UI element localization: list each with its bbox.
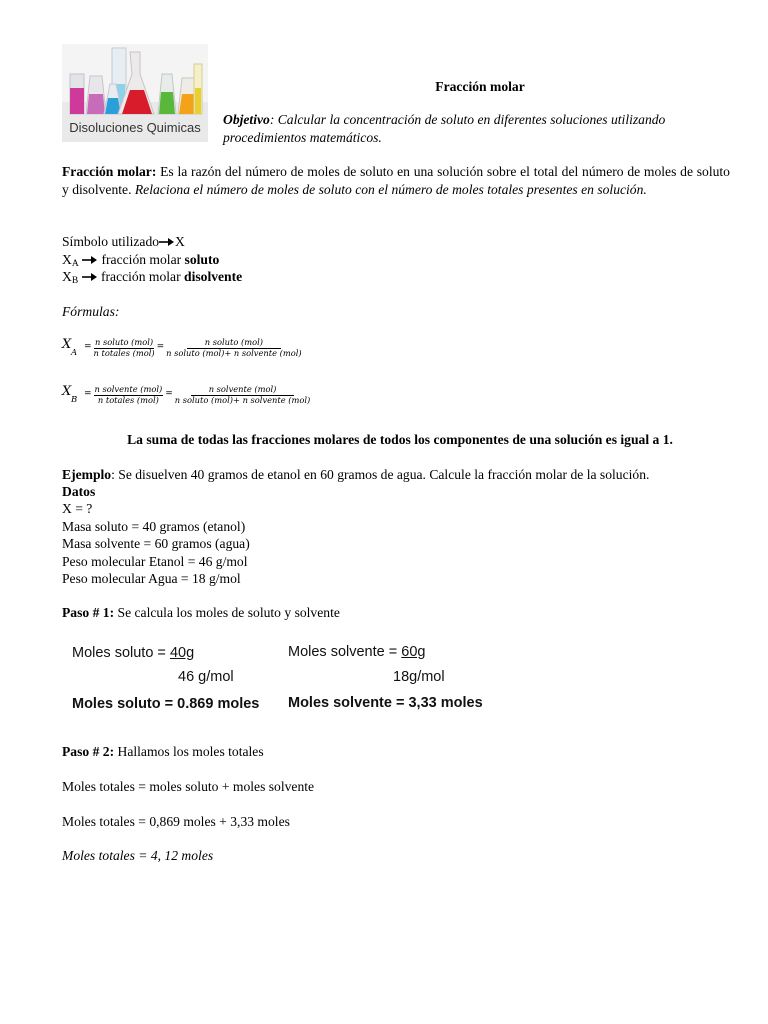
soluto-denominator: 46 g/mol (178, 669, 234, 685)
formula-xa-variable: X A (62, 337, 78, 358)
example-text: : Se disuelven 40 gramos de etanol en 60 gramos de agua. Calcule la fracción molar de la solución. (111, 467, 650, 482)
step2-substitution-line: Moles totales = 0,869 moles + 3,33 moles (62, 814, 290, 829)
arrow-right-icon (82, 272, 98, 282)
equals-sign: = (84, 389, 92, 400)
objective-label: Objetivo (223, 112, 270, 127)
formula-xa-fraction-2: $\frac{\text{n soluto (mol)}}{\text{n soluto (mol)+ n solvente (mol)}}$ (166, 337, 302, 358)
symbol-xb-line (62, 268, 730, 291)
xa-bold: soluto (184, 252, 220, 267)
definition-text: Es la razón del número de moles de soluto en una solución sobre el total del número de moles de soluto y disolvente. (62, 164, 730, 197)
logo (62, 44, 208, 142)
moles-solvente-calculation (278, 635, 508, 720)
soluto-mass: 40g (169, 645, 195, 661)
objective-text: : Calcular la concentración de soluto en diferentes soluciones utilizando procedimientos matemáticos. (223, 112, 666, 145)
xa-subscript: A (71, 259, 79, 269)
step1-text: Se calcula los moles de soluto y solvente (114, 605, 340, 620)
formula-xa-fraction-1: $\frac{\text{n soluto (mol)}}{\text{n totales (mol)}}$ (93, 337, 155, 358)
datos-item: Peso molecular Agua = 18 g/mol (62, 571, 241, 586)
moles-soluto-calculation (62, 635, 270, 720)
solvente-prefix: Moles solvente = (288, 644, 402, 660)
formula-xb-fraction-1: $\frac{\text{n solvente (mol)}}{\text{n totales (mol)}}$ (94, 384, 163, 405)
xa-symbol: X (62, 252, 72, 267)
step2-text: Hallamos los moles totales (114, 744, 264, 759)
formulas-label: Fórmulas: (62, 304, 120, 319)
symbol-line (62, 233, 730, 251)
step1-label: Paso # 1: (62, 605, 115, 620)
definition-italic-text: Relaciona el número de moles de soluto con el número de moles totales presentes en solución. (134, 181, 647, 197)
symbol-value: X (175, 234, 185, 249)
equals-sign: = (165, 389, 173, 400)
formula-xb-variable: X B (62, 384, 78, 405)
xa-text: fracción molar (98, 252, 185, 267)
datos-label: Datos (62, 484, 96, 499)
logo-caption: Disoluciones Quimicas (69, 120, 201, 135)
example-line (62, 466, 730, 484)
equals-sign: = (84, 342, 92, 353)
step2-label: Paso # 2: (62, 744, 115, 759)
xb-subscript: B (71, 276, 79, 286)
page-title: Fracción molar (435, 79, 525, 94)
objective (223, 111, 743, 146)
example-label: Ejemplo (62, 467, 112, 482)
equals-sign: = (156, 342, 165, 353)
datos-item: X = ? (62, 501, 93, 516)
datos-item: Masa solvente = 60 gramos (agua) (62, 536, 250, 551)
soluto-result: Moles soluto = 0.869 moles (72, 696, 260, 712)
arrow-right-icon (82, 255, 98, 265)
formula-xb (62, 385, 310, 405)
step2-formula-line: Moles totales = moles soluto + moles solvente (62, 779, 315, 794)
datos-item: Peso molecular Etanol = 46 g/mol (62, 554, 248, 569)
formula-xa (62, 338, 302, 358)
step2-result-line: Moles totales = 4, 12 moles (62, 848, 214, 863)
symbol-label: Símbolo utilizado (62, 234, 160, 249)
soluto-prefix: Moles soluto = (72, 645, 170, 661)
xb-bold: disolvente (184, 269, 243, 284)
definition-term: Fracción molar: (62, 164, 157, 179)
formula-xb-fraction-2: $\frac{\text{n solvente (mol)}}{\text{n soluto (mol)+ n solvente (mol)}}$ (174, 384, 311, 405)
solvente-denominator: 18g/mol (393, 669, 445, 685)
datos-item: Masa soluto = 40 gramos (etanol) (62, 519, 246, 534)
solvente-mass: 60g (401, 644, 426, 660)
arrow-right-icon (159, 237, 175, 247)
solvente-result: Moles solvente = 3,33 moles (288, 695, 483, 711)
rule-statement: La suma de todas las fracciones molares de todos los componentes de una solución es igual a 1. (127, 432, 673, 447)
xb-text: fracción molar (97, 269, 185, 284)
step1-line (62, 604, 730, 622)
xb-symbol: X (62, 269, 72, 284)
definition-paragraph (62, 163, 730, 198)
step2-line (62, 743, 730, 761)
